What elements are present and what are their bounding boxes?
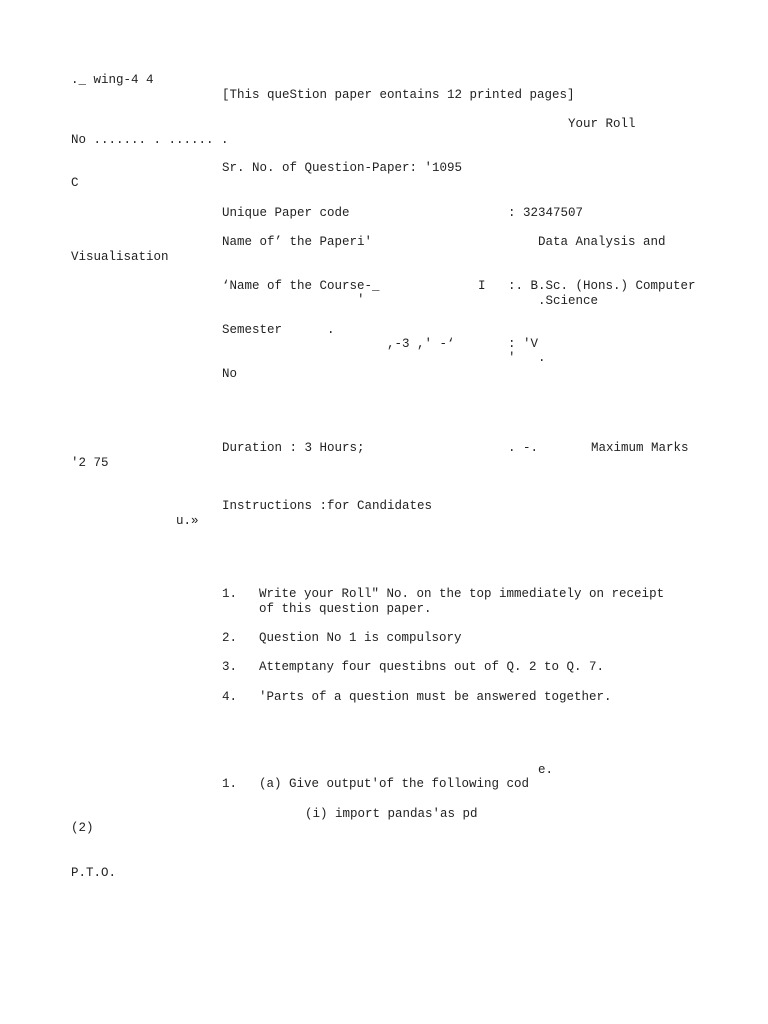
paper-name-value-continued: Visualisation bbox=[71, 250, 169, 264]
course-name-label: ‘Name of the Course-_ bbox=[222, 279, 380, 293]
please-turn-over: P.T.O. bbox=[71, 866, 117, 880]
maximum-marks-value: '2 75 bbox=[71, 456, 109, 470]
semester-value-continued: ' . bbox=[508, 351, 546, 365]
instruction-text: Question No 1 is compulsory bbox=[259, 631, 462, 645]
no-label: No bbox=[222, 367, 238, 381]
unique-paper-code-value: : 32347507 bbox=[508, 206, 584, 220]
instructions-heading: Instructions :for Candidates bbox=[222, 499, 433, 513]
instruction-number: 3. bbox=[222, 660, 238, 674]
semester-dot: . bbox=[327, 323, 335, 337]
question-marks: (2) bbox=[71, 821, 94, 835]
paper-name-value: Data Analysis and bbox=[538, 235, 666, 249]
course-stray-mark: I bbox=[478, 279, 486, 293]
instruction-text-continued: of this question paper. bbox=[259, 602, 432, 616]
instructions-stray-mark: u.» bbox=[176, 514, 199, 528]
instruction-text: Attemptany four questibns out of Q. 2 to Q. 7. bbox=[259, 660, 605, 674]
instruction-number: 4. bbox=[222, 690, 238, 704]
duration-separator: . -. bbox=[508, 441, 539, 455]
semester-label: Semester bbox=[222, 323, 283, 337]
serial-number-suffix: C bbox=[71, 176, 79, 190]
instruction-number: 1. bbox=[222, 587, 238, 601]
course-tick-mark: ' bbox=[357, 293, 365, 307]
serial-number: Sr. No. of Question-Paper: '1095 bbox=[222, 161, 463, 175]
instruction-text: Write your Roll" No. on the top immediately on receipt bbox=[259, 587, 665, 601]
semester-stray-marks: ,-3 ,' -‘ bbox=[387, 337, 455, 351]
document-reference: ._ wing-4 4 bbox=[71, 73, 154, 87]
question-text: (a) Give output'of the following cod bbox=[259, 777, 530, 791]
pages-note: [This queStion paper eontains 12 printed pages] bbox=[222, 88, 575, 102]
course-name-value: :. B.Sc. (Hons.) Computer bbox=[508, 279, 696, 293]
maximum-marks-label: Maximum Marks bbox=[591, 441, 689, 455]
instruction-number: 2. bbox=[222, 631, 238, 645]
question-text-overflow: e. bbox=[538, 763, 554, 777]
question-number: 1. bbox=[222, 777, 238, 791]
roll-number-line: No ....... . ...... . bbox=[71, 133, 229, 147]
duration: Duration : 3 Hours; bbox=[222, 441, 365, 455]
paper-name-label: Name of’ the Paperi' bbox=[222, 235, 373, 249]
question-sub-part: (i) import pandas'as pd bbox=[305, 807, 478, 821]
instruction-text: 'Parts of a question must be answered together. bbox=[259, 690, 612, 704]
semester-value: : 'V bbox=[508, 337, 539, 351]
course-name-value-continued: .Science bbox=[538, 294, 599, 308]
roll-label: Your Roll bbox=[568, 117, 636, 131]
unique-paper-code-label: Unique Paper code bbox=[222, 206, 350, 220]
